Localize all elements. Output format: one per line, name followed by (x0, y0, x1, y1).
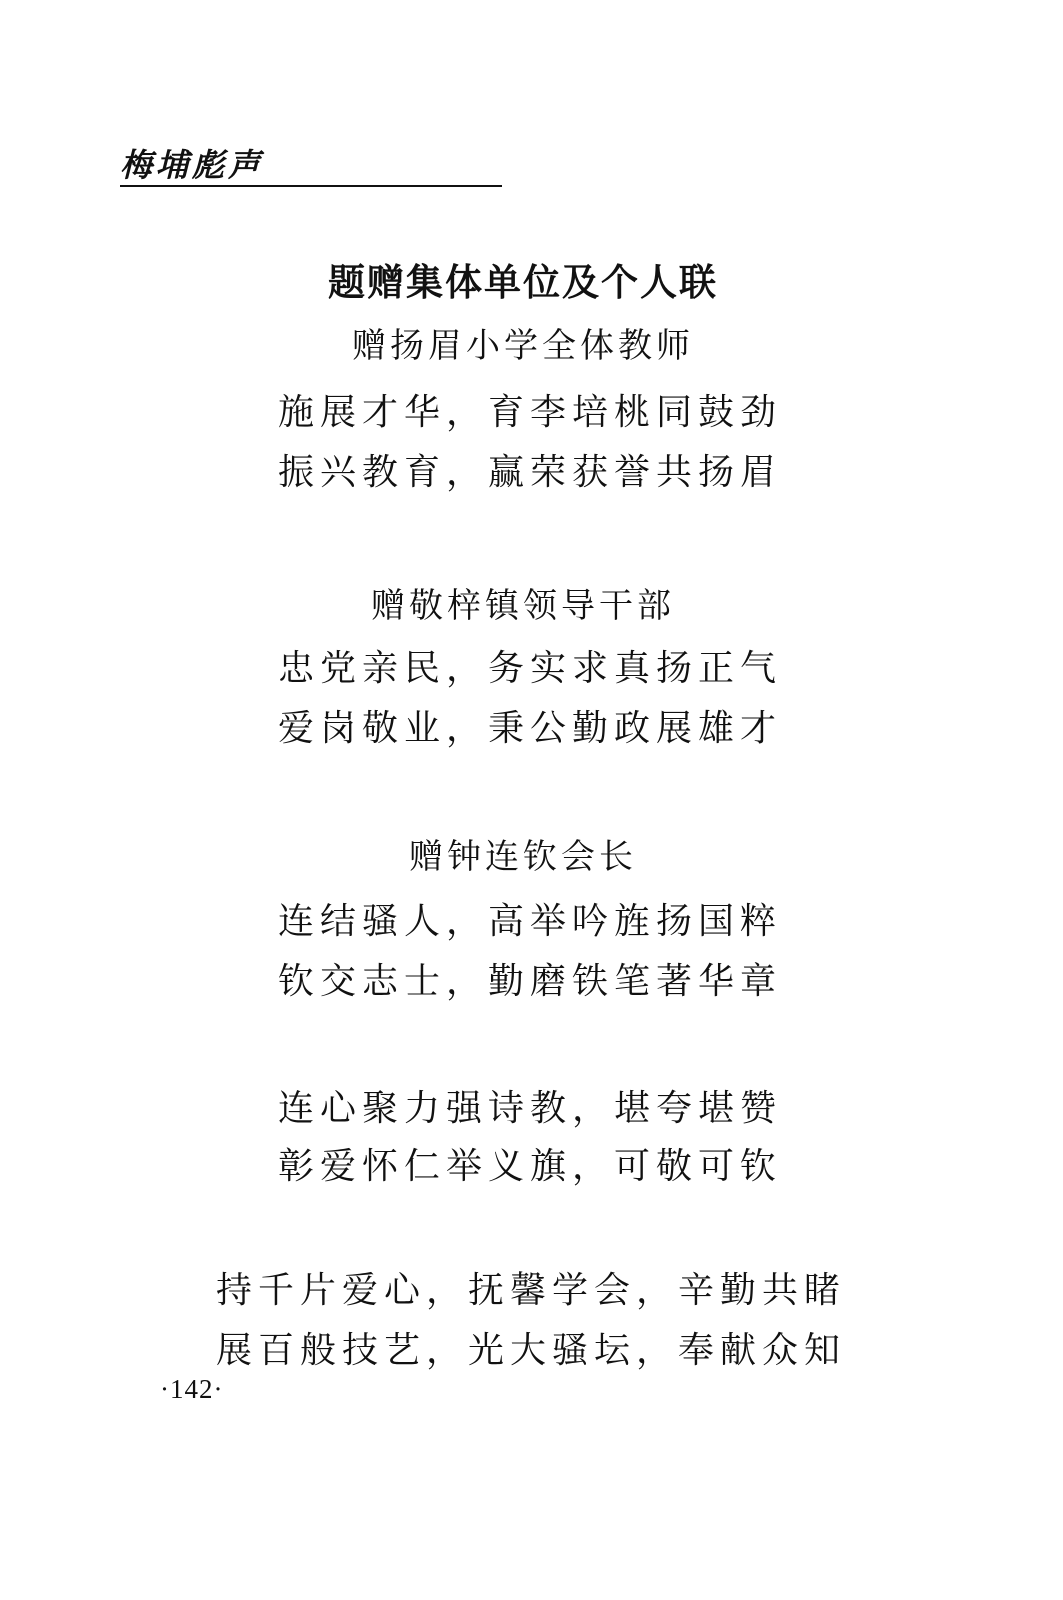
header-rule (120, 185, 502, 187)
couplet-line: 振兴教育，赢荣获誉共扬眉 (278, 452, 783, 493)
couplet-line: 展百般技艺，光大骚坛，奉献众知 (216, 1330, 847, 1371)
couplet-line: 钦交志士，勤磨铁笔著华章 (278, 961, 783, 1002)
couplet-line: 持千片爱心，抚馨学会，辛勤共睹 (216, 1270, 847, 1311)
couplet-line: 彰爱怀仁举义旗，可敬可钦 (278, 1146, 783, 1187)
page-title: 题赠集体单位及个人联 (328, 261, 718, 304)
couplet-line: 爱岗敬业，秉公勤政展雄才 (278, 708, 783, 749)
couplet-line: 忠党亲民，务实求真扬正气 (278, 648, 783, 689)
section-subtitle: 赠钟连钦会长 (409, 837, 637, 877)
couplet-line: 连结骚人，高举吟旌扬国粹 (278, 901, 783, 942)
couplet-line: 施展才华，育李培桃同鼓劲 (278, 392, 783, 433)
section-subtitle: 赠扬眉小学全体教师 (352, 326, 694, 366)
couplet-line: 连心聚力强诗教，堪夸堪赞 (278, 1088, 783, 1129)
page-number: ·142· (160, 1374, 224, 1404)
section-subtitle: 赠敬梓镇领导干部 (371, 586, 675, 626)
running-header: 梅埔彪声 (120, 146, 265, 184)
